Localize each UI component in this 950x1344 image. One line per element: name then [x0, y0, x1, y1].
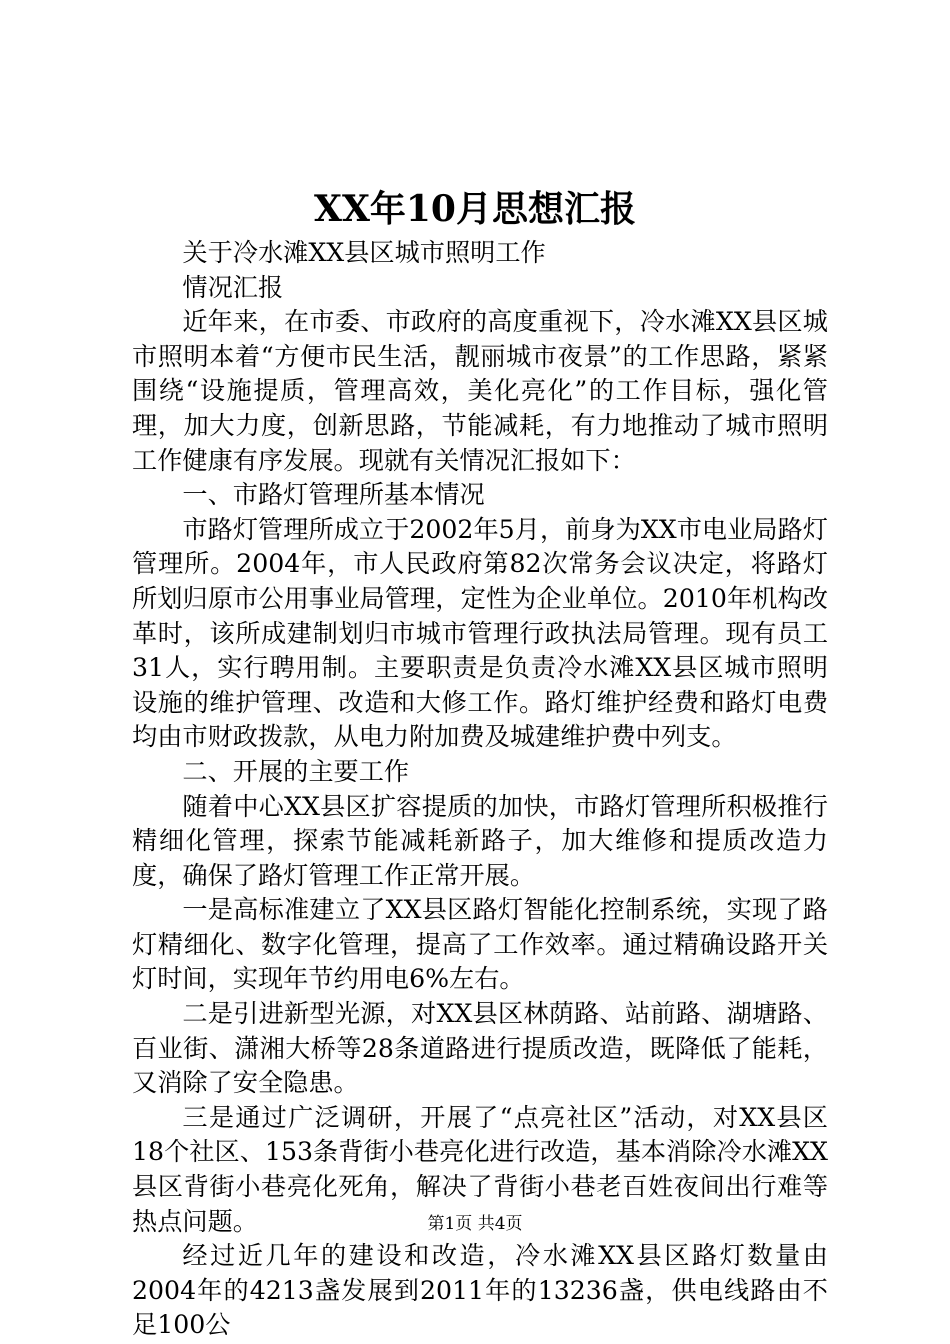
subtitle-line-1: 关于冷水滩XX县区城市照明工作 — [182, 238, 546, 267]
page-footer: 第1页 共4页 — [427, 1214, 523, 1234]
paragraph-main-work: 随着中心XX县区扩容提质的加快，市路灯管理所积极推行精细化管理，探索节能减耗新路子，加大维修和提质改造力度，确保了路灯管理工作正常开展。 — [132, 791, 828, 890]
document-title: XX年10月思想汇报 — [314, 188, 636, 230]
section-heading-2: 二、开展的主要工作 — [182, 756, 410, 786]
paragraph-item-3: 三是通过广泛调研，开展了“点亮社区”活动，对XX县区18个社区、153条背街小巷亮化进行改造，基本消除冷水滩XX县区背街小巷亮化死角，解决了背街小巷老百姓夜间出行难等热点问题。 — [132, 1102, 828, 1236]
subtitle-line-2: 情况汇报 — [182, 272, 284, 302]
paragraph-item-1: 一是高标准建立了XX县区路灯智能化控制系统，实现了路灯精细化、数字化管理，提高了工作效率。通过精确设路开关灯时间，实现年节约用电6%左右。 — [132, 895, 828, 994]
paragraph-basic-info: 市路灯管理所成立于2002年5月，前身为XX市电业局路灯管理所。2004年，市人民政府第82次常务会议决定，将路灯所划归原市公用事业局管理，定性为企业单位。2010年机构改革时，该所成建制划归市城市管理行政执法局管理。现有员工31人，实行聘用制。主要职责是负责冷水滩XX县区城市照明设施的维护管理、改造和大修工作。路灯维护经费和路灯电费均由市财政拨款，从电力附加费及城建维护费中列支。 — [132, 514, 828, 752]
document-body — [132, 236, 828, 1343]
paragraph-results: 经过近几年的建设和改造，冷水滩XX县区路灯数量由2004年的4213盏发展到2011年的13236盏，供电线路由不足100公 — [132, 1241, 828, 1340]
section-heading-1: 一、市路灯管理所基本情况 — [182, 480, 485, 510]
paragraph-item-2: 二是引进新型光源，对XX县区林荫路、站前路、湖塘路、百业街、潇湘大桥等28条道路进行提质改造，既降低了能耗，又消除了安全隐患。 — [132, 999, 828, 1098]
paragraph-intro: 近年来，在市委、市政府的高度重视下，冷水滩XX县区城市照明本着“方便市民生活，靓丽城市夜景”的工作思路，紧紧围绕“设施提质，管理高效，美化亮化”的工作目标，强化管理，加大力度，创新思路，节能减耗，有力地推动了城市照明工作健康有序发展。现就有关情况汇报如下： — [132, 307, 828, 475]
